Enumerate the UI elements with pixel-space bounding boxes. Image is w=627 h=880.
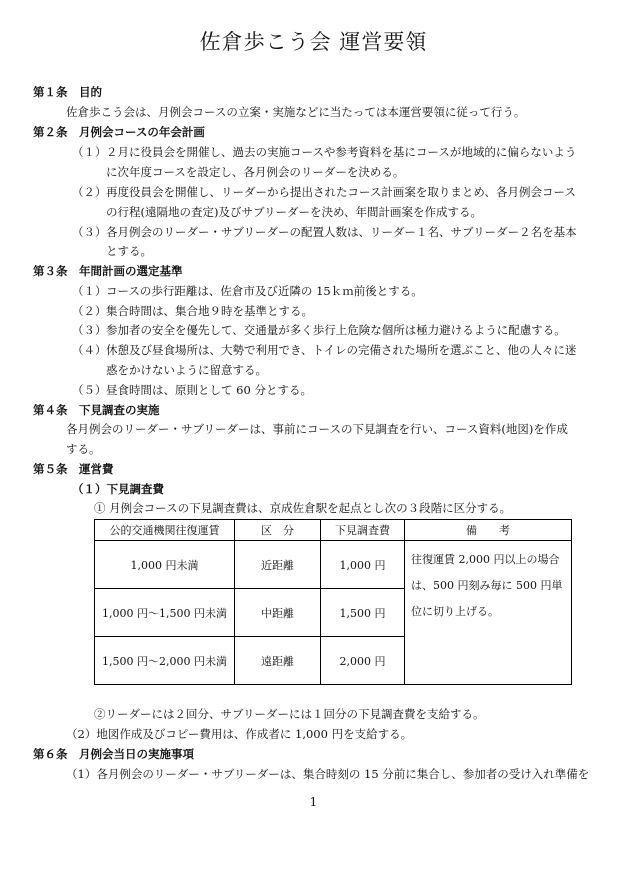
article-5-clause-2: ②リーダーには２回分、サブリーダーには１回分の下見調査費を支給する。: [94, 707, 485, 721]
article-5-subheading-1: （１）下見調査費: [72, 482, 164, 496]
article-2-item-1-line-1: ２月に役員会を開催し、過去の実施コースや参考資料を基にコースが地域的に偏らないよう: [106, 145, 577, 159]
table-header-fare: 公的交通機関往復運賃: [95, 520, 235, 541]
table-row: [95, 541, 572, 589]
table-cell-category: 近距離: [235, 541, 321, 589]
article-2-item-3-line-2: とする。: [106, 244, 152, 258]
article-3-item-5-number: （５）: [72, 383, 107, 397]
table-cell-fare: 1,000 円未満: [95, 541, 235, 589]
table-cell-fee: 2,000 円: [321, 637, 405, 685]
article-3-item-5: 昼食時間は、原則として 60 分とする。: [106, 383, 312, 397]
page-title: 佐倉歩こう会 運営要領: [199, 30, 428, 54]
table-cell-fare: 1,500 円～2,000 円未満: [95, 637, 235, 685]
article-6-heading: 第６条 月例会当日の実施事項: [33, 747, 194, 761]
article-2-item-1-line-2: に次年度コースを設定し、各月例会のリーダーを決める。: [106, 165, 405, 179]
article-5-subheading-2: （2）地図作成及びコピー費用は、作成者に 1,000 円を支給する。: [66, 727, 413, 741]
article-3-item-1-number: （１）: [72, 284, 107, 298]
article-1-heading: 第１条 目的: [33, 85, 102, 99]
page-number: 1: [309, 795, 318, 809]
table-header-remarks: 備 考: [405, 520, 572, 541]
article-3-item-2: 集合時間は、集合地９時を基準とする。: [106, 304, 313, 318]
inspection-fee-table: [94, 519, 572, 685]
article-6-line-1: （1）各月例会のリーダー・サブリーダーは、集合時刻の 15 分前に集合し、参加者の受け入れ準備を: [66, 767, 590, 781]
article-3-item-3: 参加者の安全を優先して、交通量が多く歩行上危険な個所は極力避けるように配慮する。: [106, 323, 566, 337]
article-3-item-4-line-2: 惑をかけないように留意する。: [106, 363, 267, 377]
article-3-item-1: コースの歩行距離は、佐倉市及び近隣の 15ｋｍ前後とする。: [106, 284, 423, 298]
article-2-item-1-number: （１）: [72, 145, 107, 159]
article-2-item-2-number: （２）: [72, 185, 107, 199]
article-3-item-4-number: （４）: [72, 343, 107, 357]
article-3-item-4-line-1: 休憩及び昼食場所は、大勢で利用でき、トイレの完備された場所を選ぶこと、他の人々に迷: [106, 343, 577, 357]
article-4-heading: 第４条 下見調査の実施: [33, 403, 160, 417]
article-2-item-3-line-1: 各月例会のリーダー・サブリーダーの配置人数は、リーダー１名、サブリーダー２名を基本: [106, 225, 577, 239]
article-2-heading: 第２条 月例会コースの年会計画: [33, 125, 205, 139]
article-4-line-1: 各月例会のリーダー・サブリーダーは、事前にコースの下見調査を行い、コース資料(地図)を作成: [66, 422, 568, 436]
table-cell-fare: 1,000 円～1,500 円未満: [95, 589, 235, 637]
article-5-clause-1: ① 月例会コースの下見調査費は、京成佐倉駅を起点とし次の３段階に区分する。: [94, 501, 512, 515]
article-3-heading: 第３条 年間計画の選定基準: [33, 264, 183, 278]
table-header-row: [95, 520, 572, 541]
table-header-fee: 下見調査費: [321, 520, 405, 541]
table-header-category: 区 分: [235, 520, 321, 541]
article-2-item-2-line-2: の行程(遠隔地の査定)及びサブリーダーを決め、年間計画案を作成する。: [106, 205, 483, 219]
article-1-body: 佐倉歩こう会は、月例会コースの立案・実施などに当たっては本運営要領に従って行う。: [66, 105, 526, 119]
article-2-item-2-line-1: 再度役員会を開催し、リーダーから提出されたコース計画案を取りまとめ、各月例会コース: [106, 185, 576, 199]
table-cell-category: 遠距離: [235, 637, 321, 685]
article-2-item-3-number: （３）: [72, 225, 107, 239]
table-cell-fee: 1,500 円: [321, 589, 405, 637]
article-3-item-2-number: （２）: [72, 304, 107, 318]
article-4-line-2: する。: [66, 442, 101, 456]
table-cell-remarks: 往復運賃 2,000 円以上の場合は、500 円刻み毎に 500 円単位に切り上げる。: [405, 541, 572, 685]
article-5-heading: 第５条 運営費: [33, 462, 114, 476]
article-3-item-3-number: （３）: [72, 323, 107, 337]
table-cell-category: 中距離: [235, 589, 321, 637]
table-cell-fee: 1,000 円: [321, 541, 405, 589]
